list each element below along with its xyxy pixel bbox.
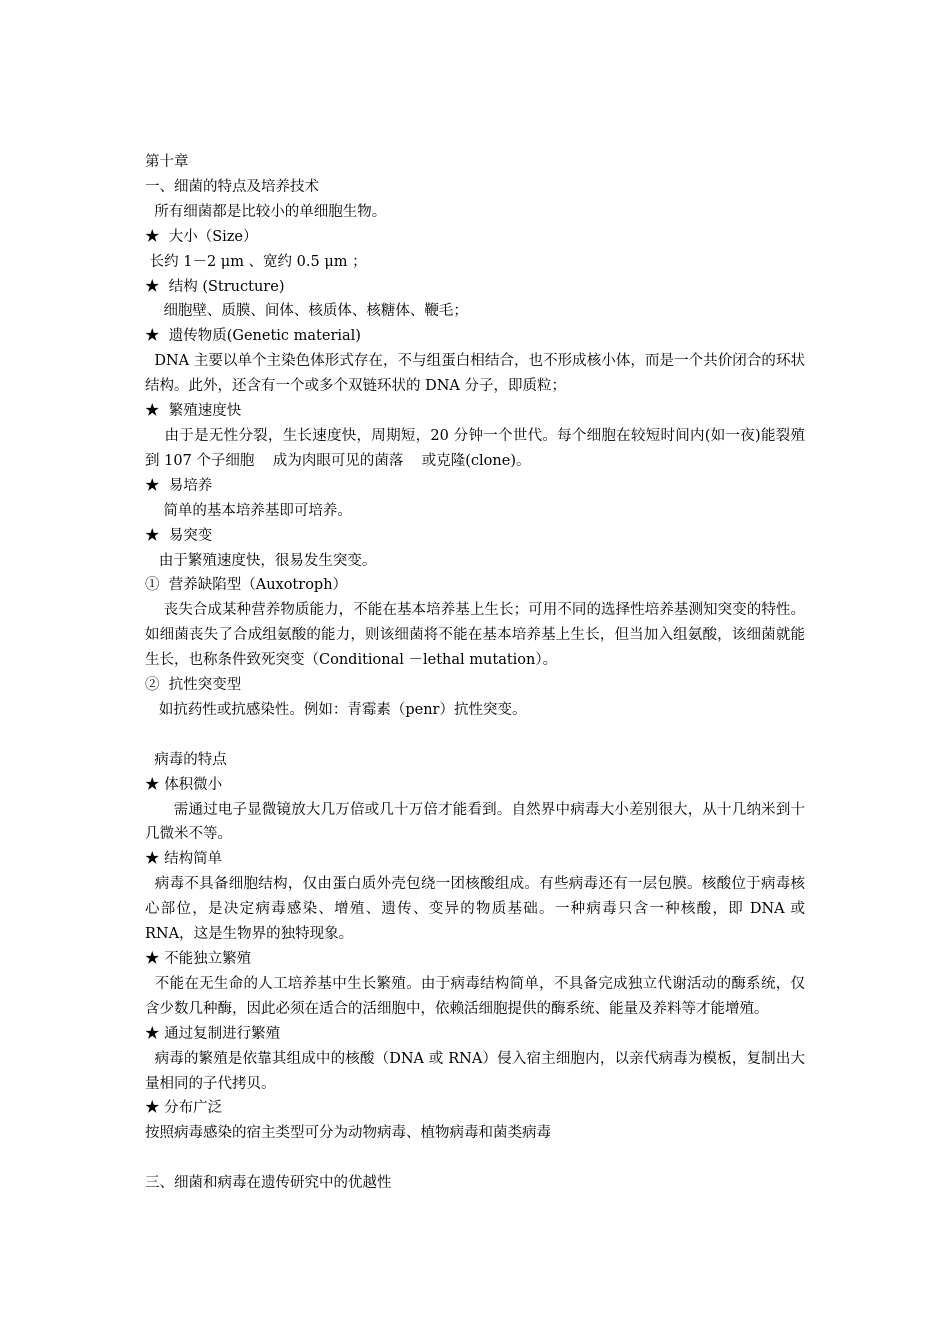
- section-2-title: 病毒的特点: [145, 751, 227, 768]
- virus-noindep-heading: ★ 不能独立繁殖: [145, 950, 252, 967]
- document-page: [145, 150, 810, 1196]
- size-heading: ★ 大小（Size）: [145, 228, 258, 245]
- reproduction-heading: ★ 繁殖速度快: [145, 403, 242, 420]
- virus-replication-heading: ★ 通过复制进行繁殖: [145, 1025, 281, 1042]
- resistant-heading: ② 抗性突变型: [145, 677, 242, 694]
- culture-heading: ★ 易培养: [145, 477, 213, 494]
- genetic-material-heading: ★ 遗传物质(Genetic material): [145, 328, 361, 345]
- virus-noindep-text: 不能在无生命的人工培养基中生长繁殖。由于病毒结构简单，不具备完成独立代谢活动的酶系统，仅含少数几种酶，因此必须在适合的活细胞中，依赖活细胞提供的酶系统、能量及养料等才能增殖。: [145, 975, 806, 1017]
- structure-text: 细胞壁、质膜、间体、核质体、核糖体、鞭毛；: [145, 303, 468, 320]
- virus-distribution-text: 按照病毒感染的宿主类型可分为动物病毒、植物病毒和菌类病毒: [145, 1125, 551, 1142]
- auxotroph-text: 丧失合成某种营养物质能力，不能在基本培养基上生长；可用不同的选择性培养基测知突变的特性。如细菌丧失了合成组氨酸的能力，则该细菌将不能在基本培养基上生长，但当加入组氨酸，该细菌就能生长，也称条件致死突变（Conditional －lethal mutation）。: [145, 602, 806, 669]
- blank-line: [145, 1146, 805, 1171]
- mutation-text: 由于繁殖速度快，很易发生突变。: [145, 552, 377, 569]
- mutation-heading: ★ 易突变: [145, 527, 213, 544]
- virus-small-text: 需通过电子显微镜放大几万倍或几十万倍才能看到。自然界中病毒大小差别很大，从十几纳米到十几微米不等。: [145, 801, 805, 843]
- virus-replication-text: 病毒的繁殖是依靠其组成中的核酸（DNA 或 RNA）侵入宿主细胞内，以亲代病毒为模板，复制出大量相同的子代拷贝。: [145, 1050, 806, 1092]
- auxotroph-heading: ① 营养缺陷型（Auxotroph）: [145, 577, 348, 594]
- resistant-text: 如抗药性或抗感染性。例如：青霉素（penr）抗性突变。: [145, 701, 527, 718]
- section-1-title: 一、细菌的特点及培养技术: [145, 178, 319, 195]
- section-3-title: 三、细菌和病毒在遗传研究中的优越性: [145, 1175, 392, 1192]
- blank-line: [145, 723, 805, 748]
- structure-heading: ★ 结构 (Structure): [145, 278, 285, 295]
- culture-text: 简单的基本培养基即可培养。: [145, 502, 352, 519]
- virus-small-heading: ★ 体积微小: [145, 776, 223, 793]
- virus-simple-text: 病毒不具备细胞结构，仅由蛋白质外壳包绕一团核酸组成。有些病毒还有一层包膜。核酸位于病毒核心部位，是决定病毒感染、增殖、遗传、变异的物质基础。一种病毒只含一种核酸，即 DNA 或 RNA，这是生物界的独特现象。: [145, 876, 810, 943]
- bacteria-intro: 所有细菌都是比较小的单细胞生物。: [145, 203, 387, 220]
- virus-simple-heading: ★ 结构简单: [145, 851, 223, 868]
- reproduction-text: 由于是无性分裂，生长速度快，周期短，20 分钟一个世代。每个细胞在较短时间内(如一夜)能裂殖到 107 个子细胞 成为肉眼可见的菌落 或克隆(clone)。: [145, 427, 806, 469]
- virus-distribution-heading: ★ 分布广泛: [145, 1100, 223, 1117]
- chapter-heading: 第十章: [145, 154, 189, 170]
- genetic-material-text: DNA 主要以单个主染色体形式存在，不与组蛋白相结合，也不形成核小体，而是一个共价闭合的环状结构。此外，还含有一个或多个双链环状的 DNA 分子，即质粒；: [145, 353, 805, 395]
- size-text: 长约 1－2 μm 、宽约 0.5 μm ；: [145, 253, 367, 270]
